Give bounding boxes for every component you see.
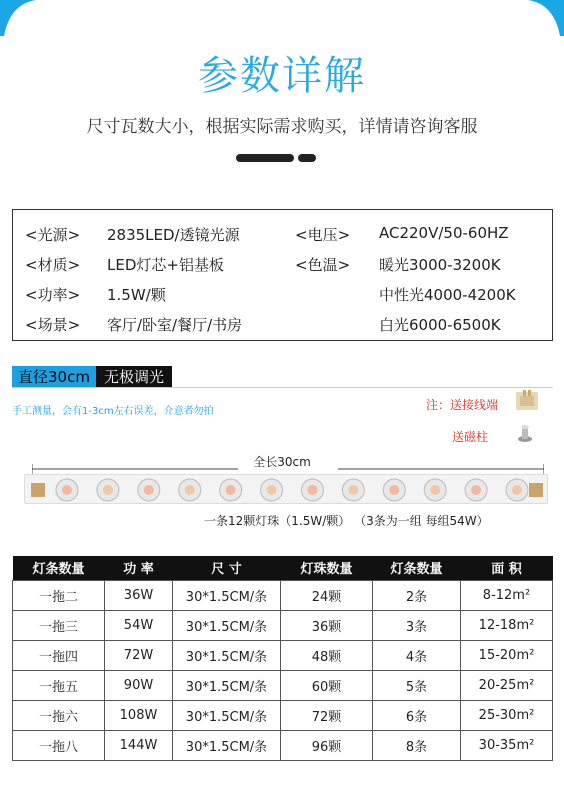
table-cell: 30*1.5CM/条 [173, 700, 281, 730]
spec-key: <功率> [25, 286, 81, 304]
spec-key: <光源> [25, 226, 81, 244]
table-cell: 72颗 [281, 700, 373, 730]
divider [12, 387, 553, 388]
table-cell: 12-18m² [461, 610, 553, 640]
length-label: 全长30cm [253, 455, 311, 469]
table-cell: 一拖三 [13, 610, 105, 640]
led-chip [348, 485, 358, 495]
strip-caption: 一条12颗灯珠（1.5W/颗） （3条为一组 每组54W） [204, 514, 489, 528]
led-chip [62, 485, 72, 495]
diameter-label: 直径30cm [12, 366, 96, 388]
table-cell: 72W [105, 640, 173, 670]
table-cell: 48颗 [281, 640, 373, 670]
magnet-note: 送磁柱 [452, 430, 489, 444]
table-row [13, 640, 553, 670]
table-cell: 3条 [373, 610, 461, 640]
length-ruler [32, 462, 544, 474]
spec-value: 中性光4000-4200K [379, 286, 516, 304]
table-header: 面 积 [461, 556, 553, 580]
table-row [13, 730, 553, 760]
table-header: 尺 寸 [173, 556, 281, 580]
table-row [13, 670, 553, 700]
spec-key: <电压> [295, 226, 351, 244]
led-chip [512, 485, 522, 495]
led-chip [307, 485, 317, 495]
table-cell: 30*1.5CM/条 [173, 580, 281, 610]
table-cell: 90W [105, 670, 173, 700]
spec-value: 2835LED/透镜光源 [107, 226, 240, 244]
table-header: 灯条数量 [373, 556, 461, 580]
spec-value: 白光6000-6500K [379, 316, 501, 334]
table-cell: 20-25m² [461, 670, 553, 700]
table-cell: 30*1.5CM/条 [173, 670, 281, 700]
table-cell: 一拖二 [13, 580, 105, 610]
dimming-label: 无极调光 [96, 366, 172, 388]
spec-value: 1.5W/颗 [107, 286, 166, 304]
led-chip [103, 485, 113, 495]
size-badge [12, 366, 172, 388]
spec-value: 客厅/卧室/餐厅/书房 [107, 316, 243, 334]
table-cell: 36颗 [281, 610, 373, 640]
spec-key: <色温> [295, 256, 351, 274]
corner-decoration-right [528, 0, 564, 36]
table-cell: 30-35m² [461, 730, 553, 760]
measure-note: 手工测量，会有1-3cm左右误差，介意者勿拍 [12, 406, 214, 417]
table-cell: 一拖八 [13, 730, 105, 760]
table-cell: 25-30m² [461, 700, 553, 730]
led-chip [144, 485, 154, 495]
decorative-dash [236, 154, 294, 162]
spec-value: LED灯芯+铝基板 [107, 256, 224, 274]
spec-key: <场景> [25, 316, 81, 334]
table-row [13, 610, 553, 640]
table-cell: 一拖六 [13, 700, 105, 730]
spec-key: <材质> [25, 256, 81, 274]
led-chip [226, 485, 236, 495]
connector-note: 注：送接线端 [426, 398, 499, 412]
table-cell: 一拖五 [13, 670, 105, 700]
table-header: 功 率 [105, 556, 173, 580]
led-chip [267, 485, 277, 495]
corner-decoration-left [0, 0, 36, 36]
decorative-dash-short [298, 154, 316, 162]
led-chip [471, 485, 481, 495]
spec-box [12, 209, 553, 341]
table-row [13, 700, 553, 730]
table-cell: 30*1.5CM/条 [173, 640, 281, 670]
page-title: 参数详解 [198, 53, 366, 99]
magnet-icon [516, 422, 534, 444]
table-cell: 2条 [373, 580, 461, 610]
table-cell: 144W [105, 730, 173, 760]
table-cell: 96颗 [281, 730, 373, 760]
table-header-row [13, 556, 553, 580]
table-header: 灯珠数量 [281, 556, 373, 580]
spec-value: AC220V/50-60HZ [379, 224, 509, 242]
table-cell: 30*1.5CM/条 [173, 730, 281, 760]
led-chip [389, 485, 399, 495]
table-cell: 54W [105, 610, 173, 640]
table-cell: 108W [105, 700, 173, 730]
table-cell: 36W [105, 580, 173, 610]
spec-table [12, 556, 553, 761]
page-subtitle: 尺寸瓦数大小，根据实际需求购买，详情请咨询客服 [86, 117, 478, 137]
table-cell: 4条 [373, 640, 461, 670]
table-cell: 6条 [373, 700, 461, 730]
table-cell: 一拖四 [13, 640, 105, 670]
led-strip-graphic [25, 475, 549, 505]
table-cell: 15-20m² [461, 640, 553, 670]
table-cell: 60颗 [281, 670, 373, 700]
table-header: 灯条数量 [13, 556, 105, 580]
table-cell: 24颗 [281, 580, 373, 610]
led-chip [430, 485, 440, 495]
led-strip [24, 474, 548, 504]
table-cell: 30*1.5CM/条 [173, 610, 281, 640]
table-cell: 8条 [373, 730, 461, 760]
table-cell: 5条 [373, 670, 461, 700]
table-cell: 8-12m² [461, 580, 553, 610]
spec-value: 暖光3000-3200K [379, 256, 501, 274]
connector-icon [514, 388, 540, 414]
table-row [13, 580, 553, 610]
led-chip [185, 485, 195, 495]
